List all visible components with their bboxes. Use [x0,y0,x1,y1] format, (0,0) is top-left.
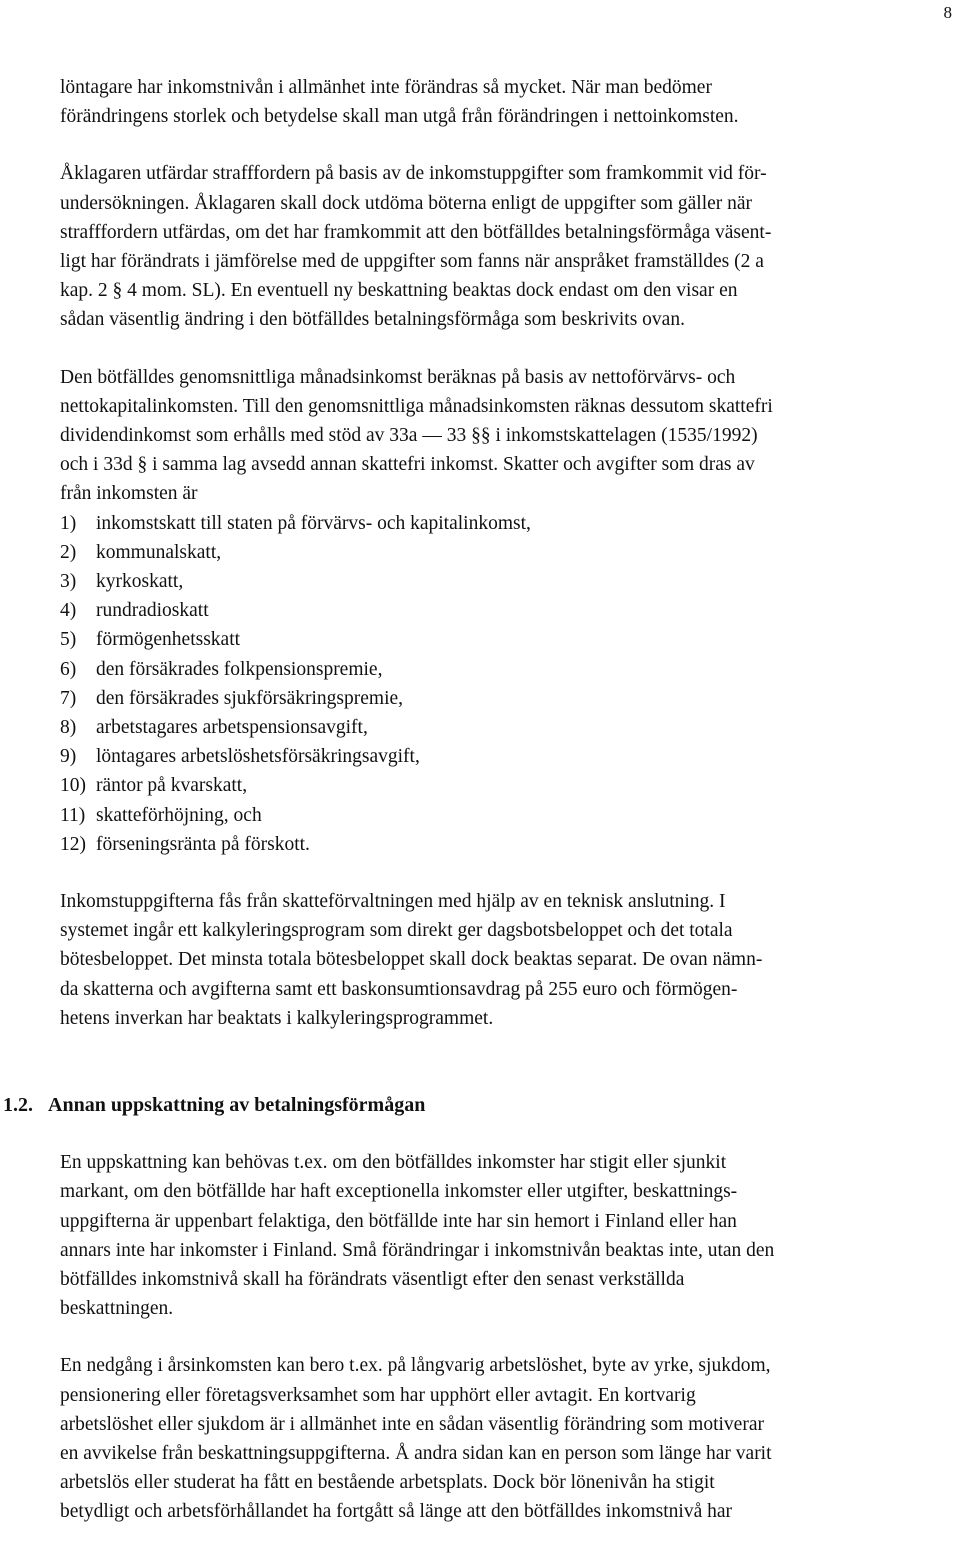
paragraph-estimation: En uppskattning kan behövas t.ex. om den bötfälldes inkomster har stigit eller sjunkit markant, om den bötfällde har haft exceptionella inkomster eller utgifter, beskattnings- uppgifterna är uppenbart felaktiga, den bötfällde inte har sin hemort i Finland eller han annars inte har inkomster i Finland. Små förändringar i inkomstnivån beaktas inte, utan den bötfälldes inkomstnivå skall ha förändrats väsentligt efter den senast verkställda beskattningen. [60,1152,775,1320]
paragraph-monthly-income: Den bötfälldes genomsnittliga månadsinkomst beräknas på basis av nettoförvärvs- och nettokapitalinkomsten. Till den genomsnittliga månadsinkomsten räknas dessutom skattefri dividendinkomst som erhålls med stöd av 33a — 33 §§ i inkomstskattelagen (1535/1992) och i 33d § i samma lag avsedd annan skattefri inkomst. Skatter och avgifter som dras av från inkomsten är [60,366,773,505]
section-number: 1.2. [3,1094,33,1117]
page-number: 8 [943,3,952,22]
paragraph-income-change: löntagare har inkomstnivån i allmänhet inte förändras så mycket. När man bedömer förändringens storlek och betydelse skall man utgå från förändringen i nettoinkomsten. [60,77,739,128]
paragraph-income-decline: En nedgång i årsinkomsten kan bero t.ex. på långvarig arbetslöshet, byte av yrke, sjukdom, pensionering eller företagsverksamhet som har upphört eller avtagit. En kortvarig arbetslöshet eller sjukdom är i allmänhet inte en sådan väsentlig förändring som motiverar en avvikelse från beskattningsuppgifterna. Å andra sidan kan en person som länge har varit arbetslös eller studerat ha fått en bestående arbetsplats. Dock bör lönenivån ha stigit betydligt och arbetsförhållandet ha fortgått så länge att den bötfälldes inkomstnivå har [60,1355,772,1523]
paragraph-prosecutor-order: Åklagaren utfärdar strafffordern på basis av de inkomstuppgifter som framkommit vid för- undersökningen. Åklagaren skall dock utdöma böterna enligt de uppgifter som gäller när strafffordern utfärdas, om det har framkommit att den bötfälldes betalningsförmåga väsent- ligt har förändrats i jämförelse med de uppgifter som fanns när anspråket framställdes (2 a kap. 2 § 4 mom. SL). En eventuell ny beskattning beaktas dock endast om den visar en sådan väsentlig ändring i den bötfälldes betalningsförmåga som beskrivits ovan. [60,163,772,331]
list-item: 7) den försäkrades sjukförsäkringspremie, [60,687,404,709]
section-heading [3,1091,865,1120]
list-item: 2) kommunalskatt, [60,541,222,563]
section-title: Annan uppskattning av betalningsförmågan [48,1094,426,1117]
list-item: 5) förmögenhetsskatt [60,629,241,651]
deductions-list [60,509,922,859]
document-body [3,73,922,1527]
list-item: 6) den försäkrades folkpensionspremie, [60,658,383,680]
list-item: 10) räntor på kvarskatt, [60,775,248,797]
list-item: 12) förseningsränta på förskott. [60,833,310,855]
list-item: 9) löntagares arbetslöshetsförsäkringsavgift, [60,746,420,768]
list-item: 8) arbetstagares arbetspensionsavgift, [60,717,368,739]
list-item: 11) skatteförhöjning, och [60,804,262,826]
list-item: 4) rundradioskatt [60,600,209,622]
list-item: 1) inkomstskatt till staten på förvärvs- och kapitalinkomst, [60,512,531,534]
list-item: 3) kyrkoskatt, [60,571,184,593]
paragraph-tax-data: Inkomstuppgifterna fås från skatteförvaltningen med hjälp av en teknisk anslutning. I systemet ingår ett kalkyleringsprogram som direkt ger dagsbotsbeloppet och det totala bötesbeloppet. Det minsta totala bötesbeloppet skall dock beaktas separat. De ovan nämn- da skatterna och avgifterna samt ett baskonsumtionsavdrag på 255 euro och förmögen- hetens inverkan har beaktats i kalkyleringsprogrammet. [60,891,763,1029]
